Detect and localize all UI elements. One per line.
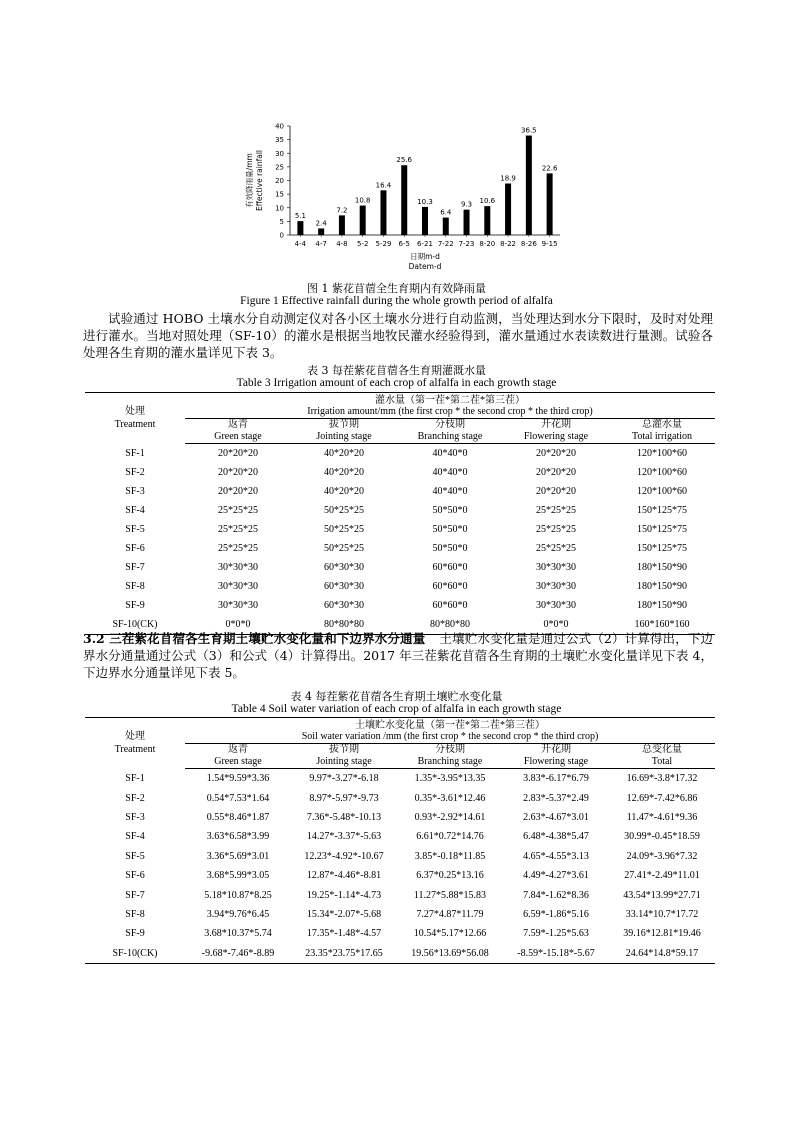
stage-header bbox=[291, 744, 397, 769]
y-axis-label-cn: 有效降雨量/mm bbox=[245, 153, 254, 208]
table4-caption-en: Table 4 Soil water variation of each crop of alfalfa in each growth stage bbox=[231, 703, 562, 715]
bar-value-label: 25.6 bbox=[396, 156, 413, 165]
y-tick-label: 25 bbox=[275, 163, 284, 172]
value-cell: 0.35*-3.61*12.46 bbox=[414, 792, 486, 804]
value-cell: 23.35*23.75*17.65 bbox=[291, 944, 397, 964]
x-tick-label: 8-26 bbox=[520, 240, 537, 248]
value-cell: 3.85*-0.18*11.85 bbox=[414, 850, 486, 862]
treatment-cell: SF-10(CK) bbox=[85, 615, 185, 635]
bar bbox=[505, 183, 511, 235]
x-tick-label: 7-22 bbox=[437, 240, 454, 248]
treatment-cell: SF-8 bbox=[125, 581, 145, 592]
table-row bbox=[85, 827, 715, 846]
rainfall-chart-svg bbox=[240, 118, 570, 278]
value-cell: 3.68*10.37*5.74 bbox=[204, 928, 272, 940]
irrigation-group-header-cn: 灌水量（第一茬*第二茬*第三茬） bbox=[185, 393, 715, 407]
value-cell: 60*30*30 bbox=[324, 562, 364, 573]
figure1-caption-en: Figure 1 Effective rainfall during the whole growth period of alfalfa bbox=[240, 295, 553, 307]
value-cell: 25*25*25 bbox=[536, 524, 576, 535]
treatment-header bbox=[85, 718, 185, 769]
value-cell: 27.41*-2.49*11.01 bbox=[624, 870, 700, 882]
stage-header bbox=[185, 419, 291, 444]
value-cell: 150*125*75 bbox=[637, 505, 687, 516]
bar-value-label: 16.4 bbox=[375, 181, 392, 190]
bar bbox=[443, 218, 449, 235]
value-cell: 180*150*90 bbox=[637, 581, 687, 592]
treatment-cell: SF-9 bbox=[125, 928, 145, 940]
value-cell: 1.54*9.59*3.36 bbox=[206, 773, 270, 785]
stage-header-en: Flowering stage bbox=[523, 756, 589, 767]
value-cell: 16.69*-3.8*17.32 bbox=[626, 773, 698, 785]
value-cell: 40*20*20 bbox=[324, 486, 364, 497]
y-tick-label: 20 bbox=[275, 177, 284, 185]
treatment-cell: SF-7 bbox=[125, 889, 145, 901]
value-cell: 80*80*80 bbox=[291, 615, 397, 635]
value-cell: 180*150*90 bbox=[637, 600, 687, 611]
value-cell: -8.59*-15.18*-5.67 bbox=[503, 944, 609, 964]
value-cell: 20*20*20 bbox=[536, 467, 576, 478]
table-row bbox=[85, 558, 715, 577]
value-cell: 40*20*20 bbox=[324, 448, 364, 459]
value-cell: 40*40*0 bbox=[432, 486, 468, 497]
value-cell: 160*160*160 bbox=[609, 615, 715, 635]
value-cell: 60*30*30 bbox=[324, 581, 364, 592]
y-tick-label: 5 bbox=[279, 217, 284, 226]
value-cell: 60*60*0 bbox=[432, 600, 468, 611]
value-cell: 4.49*-4.27*3.61 bbox=[523, 870, 589, 882]
value-cell: 7.59*-1.25*5.63 bbox=[523, 928, 589, 940]
value-cell: 30*30*30 bbox=[536, 562, 576, 573]
paragraph-irrigation: 试验通过 HOBO 土壤水分自动测定仪对各小区土壤水分进行自动监测，当处理达到水分下限时，及时对处理进行灌水。当地对照处理（SF-10）的灌水是根据当地牧民灌水经验得到，灌水量通过水表读数进行量测。试验各处理各生育期的灌水量详见下表 3。 bbox=[83, 311, 713, 360]
stage-header-cn: 开花期 bbox=[541, 744, 571, 755]
value-cell: 0.55*8.46*1.87 bbox=[206, 811, 270, 823]
stage-header-cn: 分枝期 bbox=[435, 419, 465, 430]
table-row bbox=[85, 847, 715, 866]
value-cell: 0.93*-2.92*14.61 bbox=[414, 811, 486, 823]
value-cell: 120*100*60 bbox=[637, 467, 687, 478]
value-cell: 5.18*10.87*8.25 bbox=[204, 889, 272, 901]
bar bbox=[464, 210, 470, 235]
stage-header bbox=[503, 744, 609, 769]
y-axis-label-en: Effective rainfall bbox=[255, 149, 264, 212]
section-3-2-text: 土壤贮水变化量是通过公式（2）计算得出，下边界水分通量通过公式（3）和公式（4）计算得出。2017 年三茬紫花苜蓿各生育期的土壤贮水变化量详见下表 4，下边界水分通量详见下表 5。 bbox=[83, 631, 713, 680]
table-row bbox=[85, 905, 715, 924]
value-cell: 11.47*-4.61*9.36 bbox=[626, 811, 698, 823]
value-cell: 20*20*20 bbox=[218, 448, 258, 459]
value-cell: 3.63*6.58*3.99 bbox=[206, 831, 270, 843]
y-tick-label: 30 bbox=[275, 149, 284, 158]
value-cell: 4.65*-4.55*3.13 bbox=[523, 850, 589, 862]
bar-value-label: 6.4 bbox=[440, 208, 452, 217]
value-cell: 50*50*0 bbox=[432, 524, 468, 535]
bar bbox=[318, 228, 324, 235]
soil-water-group-header-en: Soil water variation /mm (the first crop * the second crop * the third crop) bbox=[185, 731, 715, 744]
table-row bbox=[85, 596, 715, 615]
rainfall-chart bbox=[240, 118, 570, 278]
x-tick-label: 9-15 bbox=[541, 240, 558, 248]
y-tick-label: 40 bbox=[275, 122, 284, 131]
y-tick-label: 15 bbox=[275, 190, 284, 199]
stage-header-cn: 总变化量 bbox=[642, 744, 682, 755]
irrigation-table bbox=[85, 392, 715, 635]
treatment-cell: SF-5 bbox=[125, 850, 145, 862]
table-row bbox=[85, 444, 715, 464]
x-tick-label: 4-7 bbox=[315, 240, 327, 248]
x-tick-label: 5-2 bbox=[356, 240, 369, 248]
value-cell: 19.56*13.69*56.08 bbox=[397, 944, 503, 964]
value-cell: 120*100*60 bbox=[637, 486, 687, 497]
value-cell: 30*30*30 bbox=[536, 581, 576, 592]
bar-value-label: 10.8 bbox=[354, 196, 371, 205]
x-tick-label: 5-29 bbox=[375, 240, 392, 248]
treatment-cell: SF-6 bbox=[125, 870, 145, 882]
value-cell: 12.87*-4.46*-8.81 bbox=[306, 870, 382, 882]
table-row bbox=[85, 482, 715, 501]
stage-header-en: Jointing stage bbox=[316, 431, 372, 442]
bar bbox=[526, 136, 532, 235]
treatment-cell: SF-4 bbox=[125, 831, 145, 843]
x-axis-label-cn: 日期m-d bbox=[410, 252, 440, 261]
treatment-header-en: Treatment bbox=[114, 744, 156, 756]
bar-value-label: 5.1 bbox=[294, 212, 306, 221]
table-row bbox=[85, 463, 715, 482]
value-cell: 80*80*80 bbox=[397, 615, 503, 635]
table-row bbox=[85, 577, 715, 596]
y-tick-label: 0 bbox=[279, 231, 284, 240]
value-cell: 40*40*0 bbox=[432, 448, 468, 459]
value-cell: 24.64*14.8*59.17 bbox=[609, 944, 715, 964]
value-cell: 150*125*75 bbox=[637, 524, 687, 535]
value-cell: 19.25*-1.14*-4.73 bbox=[306, 889, 382, 901]
table-row bbox=[85, 501, 715, 520]
value-cell: 15.34*-2.07*-5.68 bbox=[306, 908, 382, 920]
stage-header-en: Total bbox=[651, 756, 673, 767]
treatment-header-cn: 处理 bbox=[125, 731, 145, 743]
value-cell: 9.97*-3.27*-6.18 bbox=[309, 773, 379, 785]
value-cell: 20*20*20 bbox=[536, 486, 576, 497]
value-cell: 12.69*-7.42*6.86 bbox=[626, 792, 698, 804]
value-cell: 43.54*13.99*27.71 bbox=[623, 889, 701, 901]
treatment-cell: SF-1 bbox=[125, 772, 145, 784]
section-3-2-heading: 3.2 三茬紫花苜蓿各生育期土壤贮水变化量和下边界水分通量 bbox=[83, 631, 426, 646]
bar bbox=[547, 173, 553, 235]
x-axis-label-en: Datem-d bbox=[408, 262, 442, 271]
value-cell: 10.54*5.17*12.66 bbox=[413, 928, 487, 940]
treatment-cell: SF-2 bbox=[125, 792, 145, 804]
table-row bbox=[85, 944, 715, 964]
value-cell: 3.83*-6.17*6.79 bbox=[523, 773, 589, 785]
treatment-cell: SF-9 bbox=[125, 600, 145, 611]
bar bbox=[422, 207, 428, 235]
stage-header-cn: 拔节期 bbox=[329, 419, 359, 430]
x-tick-label: 7-23 bbox=[458, 240, 475, 248]
x-tick-label: 8-20 bbox=[479, 240, 496, 248]
value-cell: 0*0*0 bbox=[503, 615, 609, 635]
figure1-caption-cn: 图 1 紫花苜蓿全生育期内有效降雨量 bbox=[307, 282, 486, 295]
soil-water-group-header-cn: 土壤贮水变化量（第一茬*第二茬*第三茬） bbox=[185, 718, 715, 732]
value-cell: 60*60*0 bbox=[432, 581, 468, 592]
table-row bbox=[85, 866, 715, 885]
value-cell: 50*50*0 bbox=[432, 505, 468, 516]
value-cell: 0*0*0 bbox=[185, 615, 291, 635]
stage-header bbox=[291, 419, 397, 444]
y-tick-label: 10 bbox=[275, 204, 284, 213]
stage-header bbox=[185, 744, 291, 769]
irrigation-group-header-en: Irrigation amount/mm (the first crop * the second crop * the third crop) bbox=[185, 406, 715, 419]
value-cell: 12.23*-4.92*-10.67 bbox=[304, 850, 384, 862]
treatment-cell: SF-6 bbox=[125, 543, 145, 554]
value-cell: 60*30*30 bbox=[324, 600, 364, 611]
value-cell: 50*25*25 bbox=[324, 524, 364, 535]
y-tick-label: 35 bbox=[275, 136, 284, 145]
table4-caption-cn: 表 4 每茬紫花苜蓿各生育期土壤贮水变化量 bbox=[290, 690, 503, 703]
stage-header-en: Flowering stage bbox=[523, 431, 589, 442]
value-cell: 20*20*20 bbox=[218, 467, 258, 478]
value-cell: 6.37*0.25*13.16 bbox=[416, 870, 484, 882]
value-cell: 7.36*-5.48*-10.13 bbox=[306, 811, 382, 823]
stage-header-cn: 开花期 bbox=[541, 419, 571, 430]
bar-value-label: 9.3 bbox=[460, 200, 473, 209]
bar bbox=[360, 206, 366, 235]
value-cell: 40*20*20 bbox=[324, 467, 364, 478]
table-row bbox=[85, 539, 715, 558]
treatment-cell: SF-2 bbox=[125, 467, 145, 478]
value-cell: 7.84*-1.62*8.36 bbox=[523, 889, 589, 901]
table-row bbox=[85, 885, 715, 904]
bar-value-label: 10.3 bbox=[417, 197, 433, 206]
value-cell: 25*25*25 bbox=[218, 505, 258, 516]
treatment-header bbox=[85, 393, 185, 444]
bar bbox=[401, 165, 407, 235]
value-cell: 30*30*30 bbox=[218, 581, 258, 592]
value-cell: 120*100*60 bbox=[637, 448, 687, 459]
value-cell: 25*25*25 bbox=[536, 505, 576, 516]
section-3-2 bbox=[83, 630, 713, 681]
value-cell: 30*30*30 bbox=[536, 600, 576, 611]
value-cell: 6.61*0.72*14.76 bbox=[416, 831, 484, 843]
bar bbox=[339, 215, 345, 235]
table-row bbox=[85, 769, 715, 789]
bar bbox=[380, 190, 386, 235]
value-cell: 1.35*-3.95*13.35 bbox=[414, 773, 486, 785]
value-cell: 11.27*5.88*15.83 bbox=[413, 889, 487, 901]
treatment-cell: SF-10(CK) bbox=[85, 944, 185, 964]
value-cell: 24.09*-3.96*7.32 bbox=[626, 850, 698, 862]
x-tick-label: 8-22 bbox=[500, 240, 517, 248]
stage-header-en: Total irrigation bbox=[631, 431, 693, 442]
stage-header-en: Green stage bbox=[214, 756, 262, 767]
x-tick-label: 6-21 bbox=[417, 240, 433, 248]
table-row bbox=[85, 924, 715, 943]
table3-caption-en: Table 3 Irrigation amount of each crop of alfalfa in each growth stage bbox=[236, 377, 557, 389]
value-cell: 50*25*25 bbox=[324, 543, 364, 554]
stage-header bbox=[397, 744, 503, 769]
stage-header-cn: 返青 bbox=[228, 419, 248, 430]
x-tick-label: 6-5 bbox=[398, 240, 410, 248]
value-cell: 60*60*0 bbox=[432, 562, 468, 573]
value-cell: 0.54*7.53*1.64 bbox=[206, 792, 270, 804]
value-cell: 25*25*25 bbox=[218, 524, 258, 535]
treatment-cell: SF-7 bbox=[125, 562, 145, 573]
value-cell: 3.68*5.99*3.05 bbox=[206, 870, 270, 882]
value-cell: 6.59*-1.86*5.16 bbox=[523, 908, 589, 920]
treatment-cell: SF-8 bbox=[125, 908, 145, 920]
stage-header-cn: 拔节期 bbox=[329, 744, 359, 755]
treatment-header-cn: 处理 bbox=[125, 406, 145, 418]
stage-header-en: Jointing stage bbox=[316, 756, 372, 767]
value-cell: 20*20*20 bbox=[536, 448, 576, 459]
soil-water-table bbox=[85, 717, 715, 964]
treatment-cell: SF-1 bbox=[125, 447, 145, 459]
treatment-cell: SF-3 bbox=[125, 811, 145, 823]
value-cell: 6.48*-4.38*5.47 bbox=[523, 831, 589, 843]
value-cell: 25*25*25 bbox=[218, 543, 258, 554]
value-cell: 30*30*30 bbox=[218, 562, 258, 573]
value-cell: 17.35*-1.48*-4.57 bbox=[306, 928, 382, 940]
value-cell: 7.27*4.87*11.79 bbox=[416, 908, 484, 920]
stage-header-cn: 返青 bbox=[228, 744, 248, 755]
stage-header bbox=[503, 419, 609, 444]
table-row bbox=[85, 520, 715, 539]
treatment-header-en: Treatment bbox=[114, 419, 156, 431]
stage-header-cn: 分枝期 bbox=[435, 744, 465, 755]
stage-header bbox=[609, 744, 715, 769]
value-cell: 20*20*20 bbox=[218, 486, 258, 497]
value-cell: 30*30*30 bbox=[218, 600, 258, 611]
table-row bbox=[85, 808, 715, 827]
treatment-cell: SF-5 bbox=[125, 524, 145, 535]
treatment-cell: SF-4 bbox=[125, 505, 145, 516]
value-cell: 2.83*-5.37*2.49 bbox=[523, 792, 589, 804]
value-cell: -9.68*-7.46*-8.89 bbox=[185, 944, 291, 964]
bar-value-label: 2.4 bbox=[315, 219, 327, 228]
table3-caption-cn: 表 3 每茬紫花苜蓿各生育期灌溉水量 bbox=[307, 364, 486, 377]
stage-header bbox=[609, 419, 715, 444]
bar-value-label: 7.2 bbox=[336, 206, 348, 215]
bar-value-label: 10.6 bbox=[479, 197, 496, 206]
value-cell: 30.99*-0.45*18.59 bbox=[624, 831, 700, 843]
value-cell: 2.63*-4.67*3.01 bbox=[523, 811, 589, 823]
value-cell: 50*50*0 bbox=[432, 543, 468, 554]
value-cell: 180*150*90 bbox=[637, 562, 687, 573]
value-cell: 8.97*-5.97*-9.73 bbox=[309, 792, 379, 804]
value-cell: 50*25*25 bbox=[324, 505, 364, 516]
stage-header-en: Branching stage bbox=[417, 431, 483, 442]
stage-header bbox=[397, 419, 503, 444]
bar-value-label: 18.9 bbox=[500, 174, 516, 183]
value-cell: 14.27*-3.37*-5.63 bbox=[306, 831, 382, 843]
table-row bbox=[85, 788, 715, 807]
value-cell: 150*125*75 bbox=[637, 543, 687, 554]
bar-value-label: 22.6 bbox=[541, 164, 558, 173]
value-cell: 39.16*12.81*19.46 bbox=[623, 928, 701, 940]
treatment-cell: SF-3 bbox=[125, 486, 145, 497]
value-cell: 3.36*5.69*3.01 bbox=[206, 850, 270, 862]
stage-header-cn: 总灌水量 bbox=[642, 419, 682, 430]
bar bbox=[297, 221, 303, 235]
x-tick-label: 4-4 bbox=[294, 240, 307, 248]
stage-header-en: Branching stage bbox=[417, 756, 483, 767]
value-cell: 40*40*0 bbox=[432, 467, 468, 478]
value-cell: 25*25*25 bbox=[536, 543, 576, 554]
bar bbox=[484, 206, 490, 235]
value-cell: 33.14*10.7*17.72 bbox=[625, 908, 699, 920]
bar-value-label: 36.5 bbox=[521, 126, 537, 135]
x-tick-label: 4-8 bbox=[336, 240, 348, 248]
value-cell: 3.94*9.76*6.45 bbox=[206, 908, 270, 920]
stage-header-en: Green stage bbox=[214, 431, 262, 442]
